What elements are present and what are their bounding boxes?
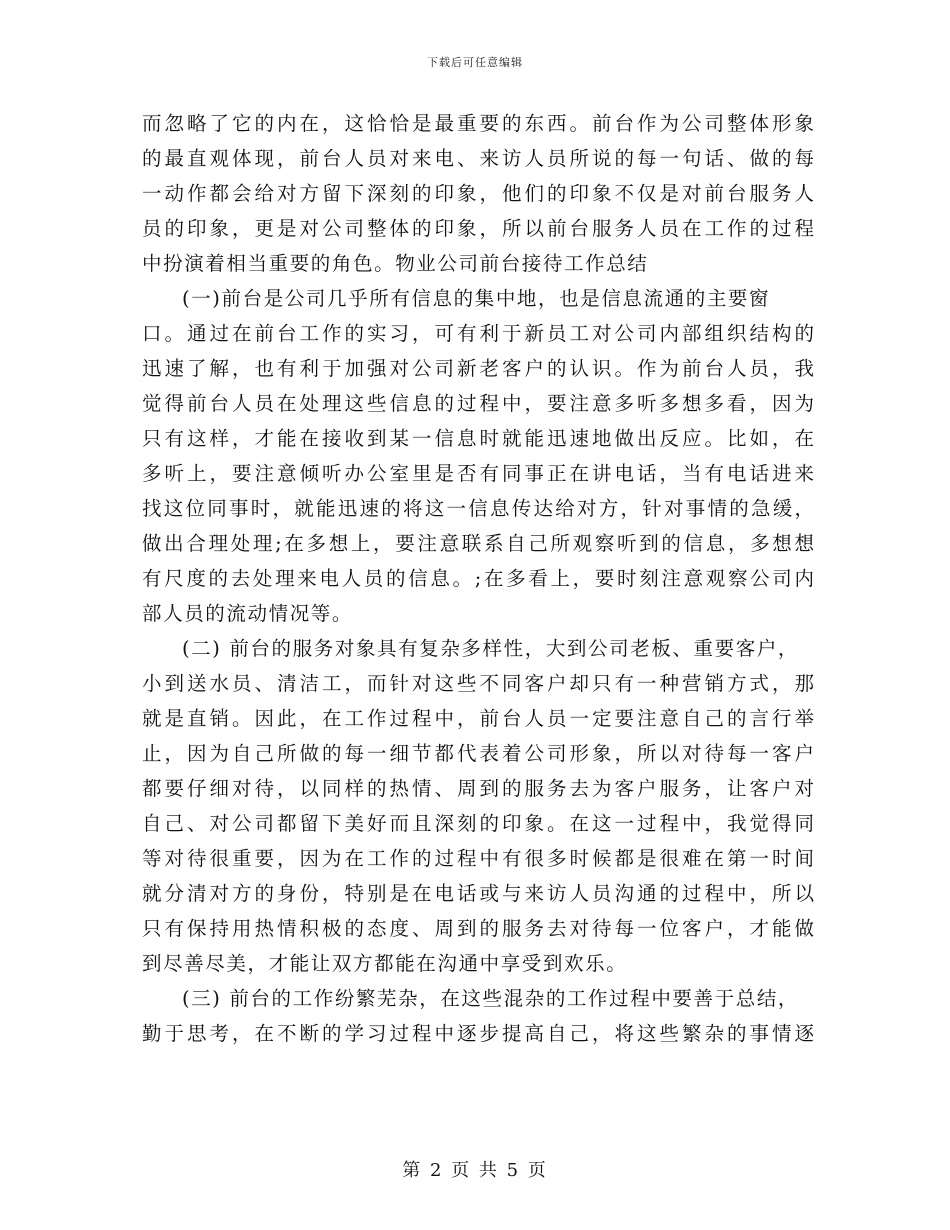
text-line: 一动作都会给对方留下深刻的印象，他们的印象不仅是对前台服务人	[142, 182, 814, 205]
text-line: 找这位同事时，就能迅速的将这一信息传达给对方，针对事情的急缓，	[142, 497, 814, 520]
text-line: 等对待很重要，因为在工作的过程中有很多时候都是很难在第一时间	[142, 847, 814, 870]
paragraph-start-line: (一)前台是公司几乎所有信息的集中地，也是信息流通的主要窗	[182, 287, 771, 310]
text-line: 就是直销。因此，在工作过程中，前台人员一定要注意自己的言行举	[142, 707, 814, 730]
text-line: 做出合理处理;在多想上，要注意联系自己所观察听到的信息，多想想	[142, 532, 814, 555]
text-line: 觉得前台人员在处理这些信息的过程中，要注意多听多想多看，因为	[142, 392, 814, 415]
paragraph-start-line: (三) 前台的工作纷繁芜杂，在这些混杂的工作过程中要善于总结，	[182, 987, 800, 1010]
text-line: 只有保持用热情积极的态度、周到的服务去对待每一位客户，才能做	[142, 917, 814, 940]
text-line: 员的印象，更是对公司整体的印象，所以前台服务人员在工作的过程	[142, 217, 814, 240]
document-body	[142, 106, 814, 1051]
paragraph-start-line: (二) 前台的服务对象具有复杂多样性，大到公司老板、重要客户，	[182, 637, 800, 660]
text-line: 部人员的流动情况等。	[142, 602, 354, 625]
page-header: 下载后可任意编辑	[427, 56, 523, 69]
text-line: 止，因为自己所做的每一细节都代表着公司形象，所以对待每一客户	[142, 742, 814, 765]
text-line: 小到送水员、清洁工，而针对这些不同客户却只有一种营销方式，那	[142, 672, 814, 695]
text-line: 就分清对方的身份，特别是在电话或与来访人员沟通的过程中，所以	[142, 882, 814, 905]
page-number: 第 2 页 共 5 页	[402, 1160, 548, 1181]
text-line: 到尽善尽美，才能让双方都能在沟通中享受到欢乐。	[142, 952, 628, 975]
text-line: 中扮演着相当重要的角色。物业公司前台接待工作总结	[142, 252, 649, 275]
text-line: 勤于思考，在不断的学习过程中逐步提高自己，将这些繁杂的事情逐	[142, 1022, 814, 1045]
text-line: 而忽略了它的内在，这恰恰是最重要的东西。前台作为公司整体形象	[142, 112, 814, 135]
text-line: 只有这样，才能在接收到某一信息时就能迅速地做出反应。比如，在	[142, 427, 814, 450]
text-line: 有尺度的去处理来电人员的信息。;在多看上，要时刻注意观察公司内	[142, 567, 814, 590]
text-line: 多听上，要注意倾听办公室里是否有同事正在讲电话，当有电话进来	[142, 462, 814, 485]
text-line: 口。通过在前台工作的实习，可有利于新员工对公司内部组织结构的	[142, 322, 814, 345]
text-line: 自己、对公司都留下美好而且深刻的印象。在这一过程中，我觉得同	[142, 812, 814, 835]
text-line: 的最直观体现，前台人员对来电、来访人员所说的每一句话、做的每	[142, 147, 814, 170]
text-line: 都要仔细对待，以同样的热情、周到的服务去为客户服务，让客户对	[142, 777, 814, 800]
text-line: 迅速了解，也有利于加强对公司新老客户的认识。作为前台人员，我	[142, 357, 814, 380]
